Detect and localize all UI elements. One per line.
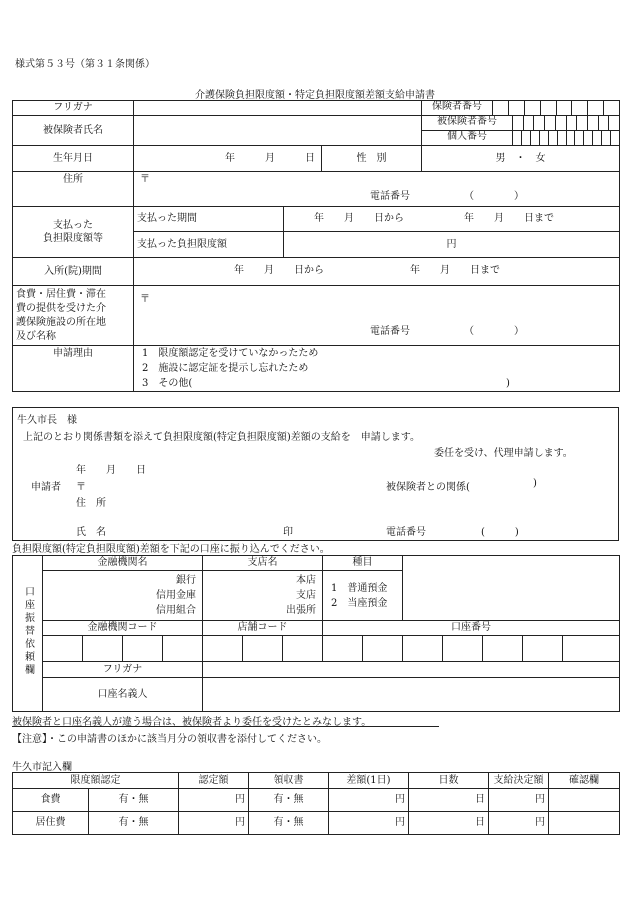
inst-code-box[interactable] xyxy=(123,636,163,662)
row-receipt[interactable]: 有・無 xyxy=(249,789,329,812)
insured-name-label: 被保険者氏名 xyxy=(13,116,134,146)
insurer-number-label: 保険者番号 xyxy=(422,101,493,115)
paid-limit-label-line2: 負担限度額等 xyxy=(43,233,103,244)
row-diff[interactable]: 円 xyxy=(329,789,409,812)
bank-side-label-cell xyxy=(13,556,43,712)
branch-code-label: 店舗コード xyxy=(203,621,323,636)
admission-to: 年 月 日まで xyxy=(410,265,500,276)
insured-number-cell xyxy=(422,116,620,131)
inst-type-credit-union: 信用組合 xyxy=(156,605,196,616)
facility-postal-mark: 〒 xyxy=(140,294,150,305)
reason-option-3-close: ) xyxy=(506,378,510,389)
facility-phone-paren: （ ） xyxy=(464,326,524,337)
inst-code-box[interactable] xyxy=(43,636,83,662)
insured-number-label: 被保険者番号 xyxy=(422,116,513,130)
furigana-field[interactable] xyxy=(134,101,422,116)
insurer-number-boxes[interactable] xyxy=(493,101,619,115)
reason-option-3[interactable]: 3 その他( xyxy=(142,378,193,389)
branch-type-main: 本店 xyxy=(296,575,317,586)
branch-code-box[interactable] xyxy=(283,636,323,662)
branch-label: 支店名 xyxy=(203,556,323,571)
row-amount[interactable]: 円 xyxy=(179,812,249,835)
relation-close: ) xyxy=(533,478,537,489)
paid-limit-label xyxy=(13,207,134,258)
account-number-box[interactable] xyxy=(403,636,443,662)
applicant-declaration-box xyxy=(12,407,619,541)
account-number-box[interactable] xyxy=(563,636,620,662)
type-field[interactable] xyxy=(323,571,403,621)
applicant-phone-label: 電話番号 xyxy=(386,527,426,538)
account-number-box[interactable] xyxy=(443,636,483,662)
row-diff[interactable]: 円 xyxy=(329,812,409,835)
reason-label: 申請理由 xyxy=(13,346,134,392)
branch-field[interactable] xyxy=(203,571,323,621)
applicant-label: 申請者 xyxy=(31,482,61,493)
applicant-phone-paren: ( ) xyxy=(481,527,519,538)
account-holder-field[interactable] xyxy=(203,678,620,712)
applicant-info-table xyxy=(12,100,620,392)
bank-side-label: 口座振替依頼欄 xyxy=(22,586,34,677)
row-days[interactable]: 日 xyxy=(409,789,489,812)
personal-number-label: 個人番号 xyxy=(422,131,513,145)
delegation-note-underline xyxy=(12,726,439,727)
reason-field[interactable] xyxy=(134,346,620,392)
inst-type-credit-bank: 信用金庫 xyxy=(156,590,196,601)
account-furigana-label: フリガナ xyxy=(43,662,203,678)
facility-label-line4: 及び名称 xyxy=(16,330,56,342)
admission-from: 年 月 日から xyxy=(234,265,324,276)
reason-option-2[interactable]: 2 施設に認定証を提示し忘れたため xyxy=(142,363,309,374)
account-holder-label: 口座名義人 xyxy=(43,678,203,712)
account-number-box[interactable] xyxy=(323,636,363,662)
admission-period-label: 入所(院)期間 xyxy=(13,258,134,286)
facility-field[interactable] xyxy=(134,286,620,346)
mayor-address: 牛久市長 様 xyxy=(17,415,77,426)
inst-code-label: 金融機関コード xyxy=(43,621,203,636)
facility-label-line1: 食費・居住費・滞在 xyxy=(16,288,106,300)
reason-option-1[interactable]: 1 限度額認定を受けていなかったため xyxy=(142,348,319,359)
type-option-ordinary[interactable]: 1 普通預金 xyxy=(331,582,388,594)
address-field[interactable] xyxy=(134,172,620,207)
facility-label-line2: 費の提供を受けた介 xyxy=(16,302,106,314)
form-number: 様式第５３号（第３１条関係） xyxy=(15,59,155,70)
header-confirm: 確認欄 xyxy=(549,773,620,789)
applicant-address-label: 住 所 xyxy=(76,498,106,509)
paid-period-label: 支払った期間 xyxy=(134,207,284,232)
row-cert[interactable]: 有・無 xyxy=(89,789,179,812)
facility-label-line3: 護保険施設の所在地 xyxy=(16,316,106,328)
paid-limit-amount-field[interactable]: 円 xyxy=(284,232,620,258)
gender-options[interactable]: 男 ・ 女 xyxy=(422,146,620,172)
delegation-note: 被保険者と口座名義人が違う場合は、被保険者より委任を受けたとみなします。 xyxy=(12,717,372,728)
bank-account-table xyxy=(12,555,620,712)
table-row xyxy=(13,789,620,812)
account-number-box[interactable] xyxy=(483,636,523,662)
institution-label: 金融機関名 xyxy=(43,556,203,571)
branch-type-branch: 支店 xyxy=(296,590,317,601)
inst-type-bank: 銀行 xyxy=(176,575,196,586)
row-confirm[interactable] xyxy=(549,789,620,812)
application-date[interactable]: 年 月 日 xyxy=(76,465,146,476)
postal-mark: 〒 xyxy=(140,174,150,185)
declaration-statement: 上記のとおり関係書類を添えて負担限度額(特定負担限度額)差額の支給を 申請します。 xyxy=(23,432,421,443)
branch-type-office: 出張所 xyxy=(286,605,317,616)
birth-date-field[interactable]: 年 月 日 xyxy=(134,146,322,172)
account-number-box[interactable] xyxy=(523,636,563,662)
row-days[interactable]: 日 xyxy=(409,812,489,835)
address-label: 住所 xyxy=(13,172,134,207)
row-decision[interactable]: 円 xyxy=(489,812,549,835)
insurer-number-cell xyxy=(422,101,620,116)
insured-number-boxes[interactable] xyxy=(513,116,619,130)
paid-limit-label-line1: 支払った xyxy=(53,220,93,231)
account-number-label: 口座番号 xyxy=(323,621,620,636)
city-use-table xyxy=(12,772,620,835)
type-option-checking[interactable]: 2 当座預金 xyxy=(331,597,388,609)
form-title: 介護保険負担限度額・特定負担限度額差額支給申請書 xyxy=(195,90,435,101)
relation-label: 被保険者との関係( xyxy=(386,482,470,493)
account-number-box[interactable] xyxy=(363,636,403,662)
paid-limit-amount-label: 支払った負担限度額 xyxy=(134,232,284,258)
header-limit-cert: 限度額認定 xyxy=(13,773,179,789)
header-diff: 差額(1日) xyxy=(329,773,409,789)
applicant-postal-mark: 〒 xyxy=(76,482,86,493)
paid-period-from: 年 月 日から xyxy=(314,213,404,224)
row-receipt[interactable]: 有・無 xyxy=(249,812,329,835)
header-receipt: 領収書 xyxy=(249,773,329,789)
row-cert[interactable]: 有・無 xyxy=(89,812,179,835)
admission-period-field[interactable] xyxy=(134,258,620,286)
city-section-title: 牛久市記入欄 xyxy=(12,762,72,773)
gender-label: 性 別 xyxy=(322,146,422,172)
branch-code-box[interactable] xyxy=(203,636,243,662)
row-amount[interactable]: 円 xyxy=(179,789,249,812)
applicant-name-label: 氏 名 xyxy=(76,527,106,538)
row-label-food: 食費 xyxy=(13,789,89,812)
account-furigana-field[interactable] xyxy=(203,662,620,678)
address-phone-label: 電話番号 xyxy=(370,191,410,202)
address-phone-paren: （ ） xyxy=(464,191,524,202)
attention-note: 【注意】・この申請書のほかに該当月分の領収書を添付してください。 xyxy=(12,734,327,745)
seal-mark: 印 xyxy=(283,527,293,538)
table-row xyxy=(13,812,620,835)
insured-name-field[interactable] xyxy=(134,116,422,146)
bank-blank-area xyxy=(403,556,620,621)
birth-date-label: 生年月日 xyxy=(13,146,134,172)
header-days: 日数 xyxy=(409,773,489,789)
furigana-label: フリガナ xyxy=(13,101,134,116)
paid-period-to: 年 月 日まで xyxy=(464,213,554,224)
paid-period-field[interactable] xyxy=(284,207,620,232)
inst-code-box[interactable] xyxy=(163,636,203,662)
row-confirm[interactable] xyxy=(549,812,620,835)
header-cert-amount: 認定額 xyxy=(179,773,249,789)
facility-phone-label: 電話番号 xyxy=(370,326,410,337)
personal-number-cell xyxy=(422,131,620,146)
branch-code-box[interactable] xyxy=(243,636,283,662)
delegate-statement: 委任を受け、代理申請します。 xyxy=(434,448,573,459)
facility-label xyxy=(13,286,134,346)
row-decision[interactable]: 円 xyxy=(489,789,549,812)
type-label: 種目 xyxy=(323,556,403,571)
row-label-housing: 居住費 xyxy=(13,812,89,835)
bank-notice: 負担限度額(特定負担限度額)差額を下記の口座に振り込んでください。 xyxy=(12,544,330,555)
header-decision: 支給決定額 xyxy=(489,773,549,789)
institution-field[interactable] xyxy=(43,571,203,621)
personal-number-boxes[interactable] xyxy=(513,131,619,145)
inst-code-box[interactable] xyxy=(83,636,123,662)
